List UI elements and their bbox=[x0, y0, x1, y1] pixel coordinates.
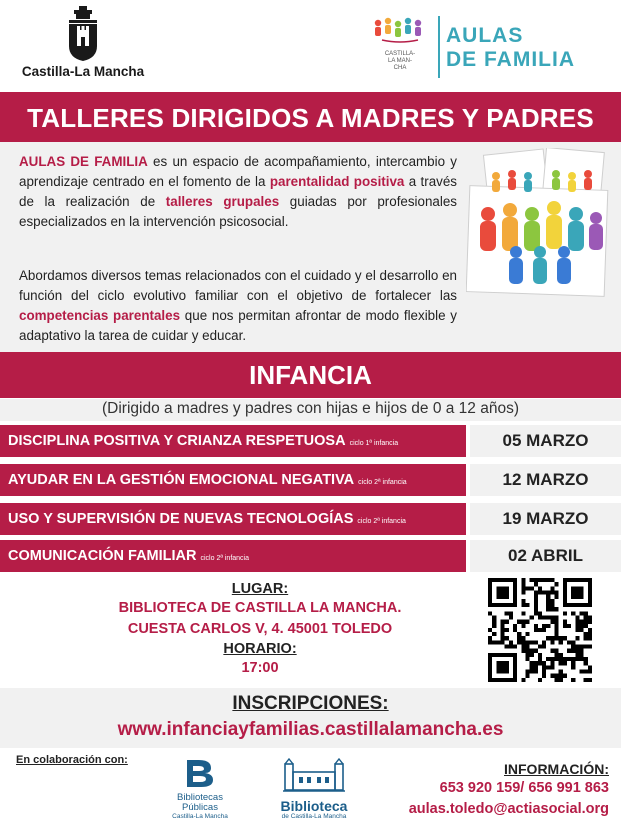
highlight-aulas-de-familia: AULAS DE FAMILIA bbox=[19, 154, 148, 169]
informacion-label: INFORMACIÓN: bbox=[504, 761, 609, 777]
logo-divider bbox=[438, 16, 440, 78]
bib-publicas-line: Castilla-La Mancha bbox=[172, 813, 228, 820]
section-subtitle: (Dirigido a madres y padres con hijas e hijos de 0 a 12 años) bbox=[0, 399, 621, 421]
castilla-la-mancha-logo bbox=[18, 6, 148, 86]
biblioteca-clm-logo bbox=[266, 756, 362, 824]
aulas-mark-text bbox=[366, 51, 434, 72]
lugar-label: LUGAR: bbox=[231, 581, 289, 597]
session-title: COMUNICACIÓN FAMILIAR bbox=[8, 548, 197, 564]
family-figures-image bbox=[466, 148, 612, 298]
intro-text: a través de la realización de bbox=[19, 174, 457, 209]
intro-section bbox=[0, 142, 621, 352]
session-date: 05 MARZO bbox=[470, 425, 621, 457]
intro-paragraph-1 bbox=[19, 152, 457, 232]
aulas-mark-line: CHA bbox=[393, 65, 407, 71]
page-title: TALLERES DIRIGIDOS A MADRES Y PADRES bbox=[27, 103, 594, 133]
section-banner bbox=[0, 352, 621, 398]
bib-publicas-line: Públicas bbox=[182, 802, 218, 813]
aulas-mark-line: LA MAN- bbox=[387, 58, 412, 64]
intro-text: es un espacio de acompañamiento, intercambio y aprendizaje centrado en el fomento de la bbox=[19, 154, 457, 189]
title-banner bbox=[0, 90, 621, 142]
intro-text: Abordamos diversos temas relacionados con el cuidado y el desarrollo en función del ciclo evolutivo familiar con el objetivo de fortalecer las bbox=[19, 268, 457, 303]
highlight-competencias-parentales: competencias parentales bbox=[19, 308, 181, 323]
session-title: USO Y SUPERVISIÓN DE NUEVAS TECNOLOGÍAS bbox=[8, 511, 354, 527]
bib-publicas-line: Bibliotecas bbox=[177, 792, 223, 803]
session-date: 19 MARZO bbox=[470, 503, 621, 535]
location-text bbox=[60, 580, 460, 679]
bib-clm-line: de Castilla-La Mancha bbox=[281, 813, 347, 820]
intro-text: guiadas por profesionales especializados en la intervención psicosocial. bbox=[19, 194, 457, 229]
session-cycle: ciclo 2ª infancia bbox=[357, 518, 406, 525]
intro-paragraph-2 bbox=[19, 266, 457, 346]
session-title-bar bbox=[0, 503, 466, 535]
highlight-talleres-grupales: talleres grupales bbox=[165, 194, 280, 209]
session-title-bar bbox=[0, 425, 466, 457]
session-cycle: ciclo 2ª infancia bbox=[358, 479, 407, 486]
horario-label: HORARIO: bbox=[223, 641, 297, 657]
session-date: 12 MARZO bbox=[470, 464, 621, 496]
aulas-word: AULAS bbox=[446, 24, 524, 47]
session-title-bar bbox=[0, 540, 466, 572]
contact-phone[interactable]: 653 920 159/ 656 991 863 bbox=[439, 780, 609, 796]
session-cycle: ciclo 2ª infancia bbox=[200, 555, 250, 562]
session-date: 02 ABRIL bbox=[470, 540, 621, 572]
horario-value: 17:00 bbox=[241, 660, 279, 676]
aulas-de-familia-logo bbox=[366, 14, 596, 80]
biblioteca-clm-logo-icon bbox=[281, 756, 347, 794]
contact-info bbox=[409, 760, 609, 820]
session-row bbox=[0, 540, 621, 572]
region-name: Castilla-La Mancha bbox=[21, 64, 145, 79]
intro-text: que nos permitan afrontar de modo flexible y adaptativo la tarea de cuidar y educar. bbox=[19, 308, 457, 343]
session-row bbox=[0, 503, 621, 535]
collaboration-label: En colaboración con: bbox=[16, 754, 128, 766]
section-title: INFANCIA bbox=[249, 360, 372, 390]
session-title: DISCIPLINA POSITIVA Y CRIANZA RESPETUOSA bbox=[8, 433, 346, 449]
qr-code[interactable] bbox=[488, 578, 592, 682]
session-title: AYUDAR EN LA GESTIÓN EMOCIONAL NEGATIVA bbox=[8, 472, 355, 488]
header bbox=[0, 0, 621, 88]
highlight-parentalidad-positiva: parentalidad positiva bbox=[269, 174, 405, 189]
clm-coat-of-arms-icon bbox=[65, 6, 101, 62]
registration-section bbox=[0, 688, 621, 748]
session-row bbox=[0, 425, 621, 457]
footer bbox=[0, 750, 621, 827]
bibliotecas-publicas-logo bbox=[160, 758, 240, 824]
bibliotecas-publicas-logo-icon bbox=[183, 758, 217, 788]
registration-link[interactable]: www.infanciayfamilias.castillalamancha.es bbox=[117, 719, 504, 740]
inscripciones-label: INSCRIPCIONES: bbox=[232, 693, 389, 714]
aulas-de-familia-logo-icon bbox=[366, 14, 434, 80]
location-section bbox=[0, 572, 621, 688]
session-row bbox=[0, 464, 621, 496]
bib-clm-line: Biblioteca bbox=[280, 798, 348, 814]
contact-email[interactable]: aulas.toledo@actiasocial.org bbox=[408, 801, 609, 817]
lugar-line: BIBLIOTECA DE CASTILLA LA MANCHA. bbox=[118, 600, 402, 616]
aulas-mark-line: CASTILLA- bbox=[384, 51, 416, 57]
lugar-line: CUESTA CARLOS V, 4. 45001 TOLEDO bbox=[127, 621, 393, 637]
de-familia-word: DE FAMILIA bbox=[446, 48, 575, 71]
session-cycle: ciclo 1ª infancia bbox=[349, 440, 399, 447]
session-title-bar bbox=[0, 464, 466, 496]
